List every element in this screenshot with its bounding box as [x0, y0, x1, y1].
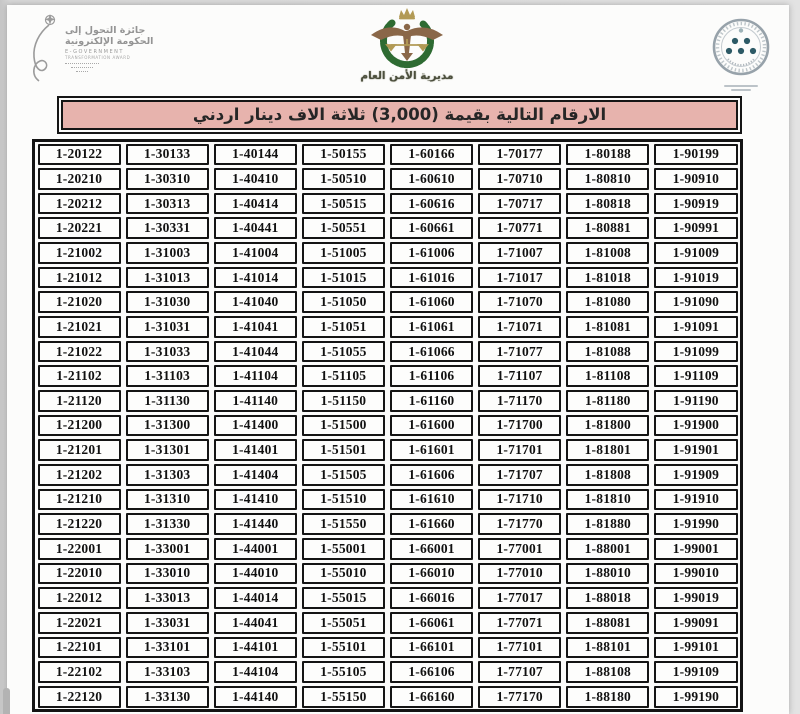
table-cell: 1-71077 — [478, 341, 561, 363]
table-cell: 1-41040 — [214, 291, 297, 313]
table-cell: 1-22120 — [38, 686, 121, 708]
table-cell: 1-99101 — [654, 637, 737, 659]
table-cell: 1-41140 — [214, 390, 297, 412]
table-cell: 1-30313 — [126, 193, 209, 215]
table-cell: 1-71170 — [478, 390, 561, 412]
table-cell: 1-31033 — [126, 341, 209, 363]
table-cell: 1-44140 — [214, 686, 297, 708]
table-cell: 1-30331 — [126, 217, 209, 239]
table-cell: 1-31310 — [126, 489, 209, 511]
table-cell: 1-41410 — [214, 489, 297, 511]
table-cell: 1-33130 — [126, 686, 209, 708]
table-cell: 1-31130 — [126, 390, 209, 412]
table-cell: 1-61061 — [390, 316, 473, 338]
table-cell: 1-51505 — [302, 464, 385, 486]
table-cell: 1-81088 — [566, 341, 649, 363]
table-cell: 1-33101 — [126, 637, 209, 659]
table-cell: 1-61016 — [390, 267, 473, 289]
table-cell: 1-91910 — [654, 489, 737, 511]
table-cell: 1-71071 — [478, 316, 561, 338]
table-cell: 1-55101 — [302, 637, 385, 659]
table-cell: 1-44104 — [214, 661, 297, 683]
table-cell: 1-60166 — [390, 144, 473, 166]
table-cell: 1-22012 — [38, 587, 121, 609]
table-cell: 1-80818 — [566, 193, 649, 215]
table-cell: 1-50551 — [302, 217, 385, 239]
table-cell: 1-88101 — [566, 637, 649, 659]
table-cell: 1-44041 — [214, 612, 297, 634]
table-cell: 1-91019 — [654, 267, 737, 289]
table-cell: 1-61160 — [390, 390, 473, 412]
table-cell: 1-70710 — [478, 168, 561, 190]
table-cell: 1-91099 — [654, 341, 737, 363]
table-cell: 1-21020 — [38, 291, 121, 313]
table-cell: 1-71710 — [478, 489, 561, 511]
table-cell: 1-91190 — [654, 390, 737, 412]
table-cell: 1-21002 — [38, 242, 121, 264]
table-cell: 1-71070 — [478, 291, 561, 313]
table-cell: 1-51150 — [302, 390, 385, 412]
award-english-line2: TRANSFORMATION AWARD — [65, 55, 131, 60]
table-cell: 1-55001 — [302, 538, 385, 560]
table-cell: 1-31031 — [126, 316, 209, 338]
table-cell: 1-66106 — [390, 661, 473, 683]
table-cell: 1-20122 — [38, 144, 121, 166]
table-cell: 1-20212 — [38, 193, 121, 215]
table-cell: 1-77001 — [478, 538, 561, 560]
table-cell: 1-88001 — [566, 538, 649, 560]
table-cell: 1-21012 — [38, 267, 121, 289]
table-cell: 1-33031 — [126, 612, 209, 634]
table-cell: 1-44014 — [214, 587, 297, 609]
table-cell: 1-88180 — [566, 686, 649, 708]
table-cell: 1-90919 — [654, 193, 737, 215]
table-cell: 1-61600 — [390, 415, 473, 437]
table-cell: 1-90910 — [654, 168, 737, 190]
table-cell: 1-40414 — [214, 193, 297, 215]
table-cell: 1-33010 — [126, 563, 209, 585]
table-cell: 1-41014 — [214, 267, 297, 289]
table-cell: 1-61606 — [390, 464, 473, 486]
table-cell: 1-51005 — [302, 242, 385, 264]
title-bar — [57, 96, 742, 134]
table-cell: 1-81801 — [566, 439, 649, 461]
table-cell: 1-31330 — [126, 513, 209, 535]
table-cell: 1-51501 — [302, 439, 385, 461]
table-cell: 1-55010 — [302, 563, 385, 585]
award-arabic-line2: الحكومة الإلكترونية — [65, 36, 154, 47]
table-cell: 1-88108 — [566, 661, 649, 683]
table-cell: 1-51510 — [302, 489, 385, 511]
table-cell: 1-31103 — [126, 365, 209, 387]
table-cell: 1-99190 — [654, 686, 737, 708]
table-cell: 1-33001 — [126, 538, 209, 560]
table-cell: 1-77071 — [478, 612, 561, 634]
table-cell: 1-20210 — [38, 168, 121, 190]
table-cell: 1-31030 — [126, 291, 209, 313]
table-cell: 1-66010 — [390, 563, 473, 585]
table-cell: 1-44001 — [214, 538, 297, 560]
table-cell: 1-55051 — [302, 612, 385, 634]
table-cell: 1-51015 — [302, 267, 385, 289]
table-cell: 1-91009 — [654, 242, 737, 264]
table-cell: 1-55150 — [302, 686, 385, 708]
table-cell: 1-21021 — [38, 316, 121, 338]
table-cell: 1-31303 — [126, 464, 209, 486]
table-cell: 1-51550 — [302, 513, 385, 535]
table-cell: 1-99001 — [654, 538, 737, 560]
table-cell: 1-99109 — [654, 661, 737, 683]
table-cell: 1-71107 — [478, 365, 561, 387]
table-cell: 1-71701 — [478, 439, 561, 461]
table-cell: 1-81880 — [566, 513, 649, 535]
table-cell: 1-60616 — [390, 193, 473, 215]
table-cell: 1-77170 — [478, 686, 561, 708]
table-cell: 1-41400 — [214, 415, 297, 437]
table-cell: 1-61066 — [390, 341, 473, 363]
table-cell: 1-51500 — [302, 415, 385, 437]
table-cell: 1-51050 — [302, 291, 385, 313]
table-cell: 1-61060 — [390, 291, 473, 313]
document-page — [7, 5, 789, 714]
table-cell: 1-31013 — [126, 267, 209, 289]
table-cell: 1-21220 — [38, 513, 121, 535]
table-cell: 1-41401 — [214, 439, 297, 461]
table-cell: 1-99091 — [654, 612, 737, 634]
numbers-table — [32, 139, 743, 712]
table-cell: 1-80188 — [566, 144, 649, 166]
table-cell: 1-81108 — [566, 365, 649, 387]
page-title: الارقام التالية بقيمة (3,000) ثلاثة الاف دينار اردني — [61, 100, 738, 130]
table-cell: 1-81081 — [566, 316, 649, 338]
award-swirl-icon — [19, 11, 61, 97]
table-cell: 1-91901 — [654, 439, 737, 461]
egov-award-logo — [19, 11, 159, 97]
table-cell: 1-80810 — [566, 168, 649, 190]
table-cell: 1-81810 — [566, 489, 649, 511]
table-cell: 1-41104 — [214, 365, 297, 387]
table-cell: 1-50515 — [302, 193, 385, 215]
table-cell: 1-44010 — [214, 563, 297, 585]
table-cell: 1-21120 — [38, 390, 121, 412]
award-english-line1: E-GOVERNMENT — [65, 49, 124, 55]
table-cell: 1-70771 — [478, 217, 561, 239]
table-cell: 1-61610 — [390, 489, 473, 511]
table-cell: 1-22101 — [38, 637, 121, 659]
table-cell: 1-30133 — [126, 144, 209, 166]
table-cell: 1-31300 — [126, 415, 209, 437]
award-fine-print-line — [76, 71, 88, 72]
table-cell: 1-90199 — [654, 144, 737, 166]
table-cell: 1-33013 — [126, 587, 209, 609]
table-cell: 1-81808 — [566, 464, 649, 486]
table-cell: 1-81018 — [566, 267, 649, 289]
table-cell: 1-61601 — [390, 439, 473, 461]
table-cell: 1-66160 — [390, 686, 473, 708]
award-arabic-line1: جائزة التحول إلى — [65, 25, 146, 36]
table-cell: 1-22010 — [38, 563, 121, 585]
table-cell: 1-77107 — [478, 661, 561, 683]
table-cell: 1-88010 — [566, 563, 649, 585]
table-cell: 1-41004 — [214, 242, 297, 264]
table-cell: 1-66001 — [390, 538, 473, 560]
table-cell: 1-66061 — [390, 612, 473, 634]
award-fine-print-line — [71, 67, 93, 68]
table-cell: 1-71707 — [478, 464, 561, 486]
table-cell: 1-55105 — [302, 661, 385, 683]
table-cell: 1-91109 — [654, 365, 737, 387]
table-cell: 1-99019 — [654, 587, 737, 609]
table-cell: 1-60661 — [390, 217, 473, 239]
table-cell: 1-81008 — [566, 242, 649, 264]
table-cell: 1-22001 — [38, 538, 121, 560]
table-cell: 1-88018 — [566, 587, 649, 609]
table-cell: 1-88081 — [566, 612, 649, 634]
circular-seal-logo — [707, 17, 775, 93]
table-cell: 1-71007 — [478, 242, 561, 264]
table-cell: 1-30310 — [126, 168, 209, 190]
table-cell: 1-21210 — [38, 489, 121, 511]
table-cell: 1-66016 — [390, 587, 473, 609]
table-cell: 1-99010 — [654, 563, 737, 585]
table-cell: 1-91090 — [654, 291, 737, 313]
table-cell: 1-31003 — [126, 242, 209, 264]
table-cell: 1-70177 — [478, 144, 561, 166]
public-security-directorate-logo — [359, 7, 455, 82]
psd-caption: مديرية الأمن العام — [360, 70, 454, 82]
table-cell: 1-21022 — [38, 341, 121, 363]
table-cell: 1-77010 — [478, 563, 561, 585]
table-cell: 1-91091 — [654, 316, 737, 338]
table-cell: 1-41044 — [214, 341, 297, 363]
table-cell: 1-71017 — [478, 267, 561, 289]
table-cell: 1-51055 — [302, 341, 385, 363]
table-cell: 1-91900 — [654, 415, 737, 437]
table-cell: 1-33103 — [126, 661, 209, 683]
table-cell: 1-20221 — [38, 217, 121, 239]
table-cell: 1-40441 — [214, 217, 297, 239]
table-cell: 1-50155 — [302, 144, 385, 166]
table-cell: 1-66101 — [390, 637, 473, 659]
table-cell: 1-22102 — [38, 661, 121, 683]
table-cell: 1-61660 — [390, 513, 473, 535]
table-cell: 1-81080 — [566, 291, 649, 313]
table-cell: 1-40410 — [214, 168, 297, 190]
table-cell: 1-44101 — [214, 637, 297, 659]
table-cell: 1-80881 — [566, 217, 649, 239]
table-cell: 1-31301 — [126, 439, 209, 461]
table-cell: 1-81180 — [566, 390, 649, 412]
table-cell: 1-71700 — [478, 415, 561, 437]
seal-caption-lines — [707, 85, 775, 91]
table-cell: 1-21102 — [38, 365, 121, 387]
table-cell: 1-70717 — [478, 193, 561, 215]
table-cell: 1-51105 — [302, 365, 385, 387]
table-cell: 1-55015 — [302, 587, 385, 609]
table-cell: 1-21202 — [38, 464, 121, 486]
table-cell: 1-77101 — [478, 637, 561, 659]
table-cell: 1-40144 — [214, 144, 297, 166]
table-cell: 1-61106 — [390, 365, 473, 387]
table-cell: 1-41041 — [214, 316, 297, 338]
award-text-block — [65, 11, 153, 97]
table-cell: 1-91990 — [654, 513, 737, 535]
table-cell: 1-71770 — [478, 513, 561, 535]
table-cell: 1-51051 — [302, 316, 385, 338]
photo-edge-artifact — [3, 688, 10, 714]
table-cell: 1-60610 — [390, 168, 473, 190]
table-cell: 1-91909 — [654, 464, 737, 486]
table-cell: 1-90991 — [654, 217, 737, 239]
award-fine-print-line — [65, 63, 99, 64]
table-cell: 1-21200 — [38, 415, 121, 437]
table-cell: 1-50510 — [302, 168, 385, 190]
table-cell: 1-61006 — [390, 242, 473, 264]
table-cell: 1-41404 — [214, 464, 297, 486]
table-cell: 1-81800 — [566, 415, 649, 437]
table-cell: 1-77017 — [478, 587, 561, 609]
circular-seal-icon — [710, 64, 772, 83]
table-cell: 1-21201 — [38, 439, 121, 461]
table-cell: 1-41440 — [214, 513, 297, 535]
table-cell: 1-22021 — [38, 612, 121, 634]
